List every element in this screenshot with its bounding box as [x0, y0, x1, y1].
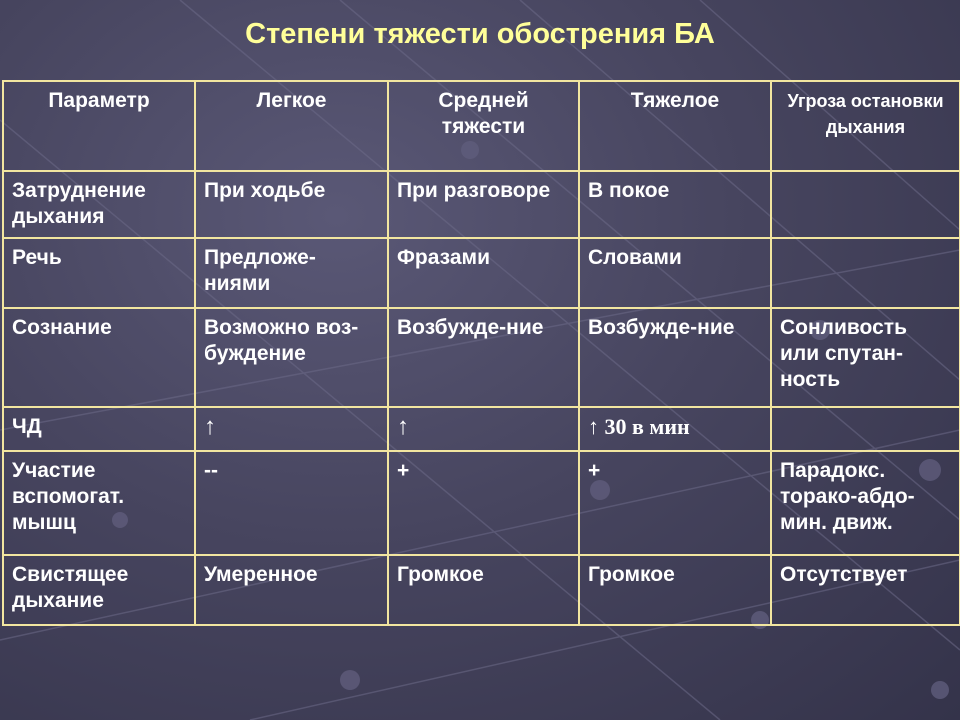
cell-mild: --: [195, 451, 388, 555]
row-parameter: Свистящее дыхание: [3, 555, 195, 625]
row-parameter: Сознание: [3, 308, 195, 407]
cell-arrest: Сонливость или спутан-ность: [771, 308, 960, 407]
cell-moderate: При разговоре: [388, 171, 579, 238]
row-parameter: Участие вспомогат. мышц: [3, 451, 195, 555]
table-row: [3, 407, 960, 451]
page-title: Степени тяжести обострения БА: [245, 18, 715, 50]
cell-arrest: [771, 171, 960, 238]
cell-moderate: ↑: [388, 407, 579, 451]
header-moderate: Средней тяжести: [388, 81, 579, 171]
cell-severe: +: [579, 451, 771, 555]
cell-arrest: [771, 238, 960, 308]
cell-mild: Предложе-ниями: [195, 238, 388, 308]
header-row: [3, 81, 960, 171]
header-mild: Легкое: [195, 81, 388, 171]
row-parameter: Речь: [3, 238, 195, 308]
row-parameter: ЧД: [3, 407, 195, 451]
cell-mild: ↑: [195, 407, 388, 451]
cell-moderate: Фразами: [388, 238, 579, 308]
table-row: [3, 238, 960, 308]
cell-severe: В покое: [579, 171, 771, 238]
cell-arrest: [771, 407, 960, 451]
table-row: [3, 451, 960, 555]
cell-severe: ↑ 30 в мин: [579, 407, 771, 451]
cell-severe: Возбужде-ние: [579, 308, 771, 407]
table-row: [3, 308, 960, 407]
table-row: [3, 555, 960, 625]
table-row: [3, 171, 960, 238]
cell-moderate: Возбужде-ние: [388, 308, 579, 407]
cell-arrest: Отсутствует: [771, 555, 960, 625]
cell-severe: Громкое: [579, 555, 771, 625]
cell-moderate: +: [388, 451, 579, 555]
cell-mild: Возможно воз-буждение: [195, 308, 388, 407]
cell-moderate: Громкое: [388, 555, 579, 625]
severity-table: [2, 80, 960, 626]
row-parameter: Затруднение дыхания: [3, 171, 195, 238]
cell-mild: При ходьбе: [195, 171, 388, 238]
header-parameter: Параметр: [3, 81, 195, 171]
header-severe: Тяжелое: [579, 81, 771, 171]
header-resp-arrest: Угроза остановки дыхания: [771, 81, 960, 171]
cell-mild: Умеренное: [195, 555, 388, 625]
cell-severe: Словами: [579, 238, 771, 308]
cell-arrest: Парадокс. торако-абдо-мин. движ.: [771, 451, 960, 555]
